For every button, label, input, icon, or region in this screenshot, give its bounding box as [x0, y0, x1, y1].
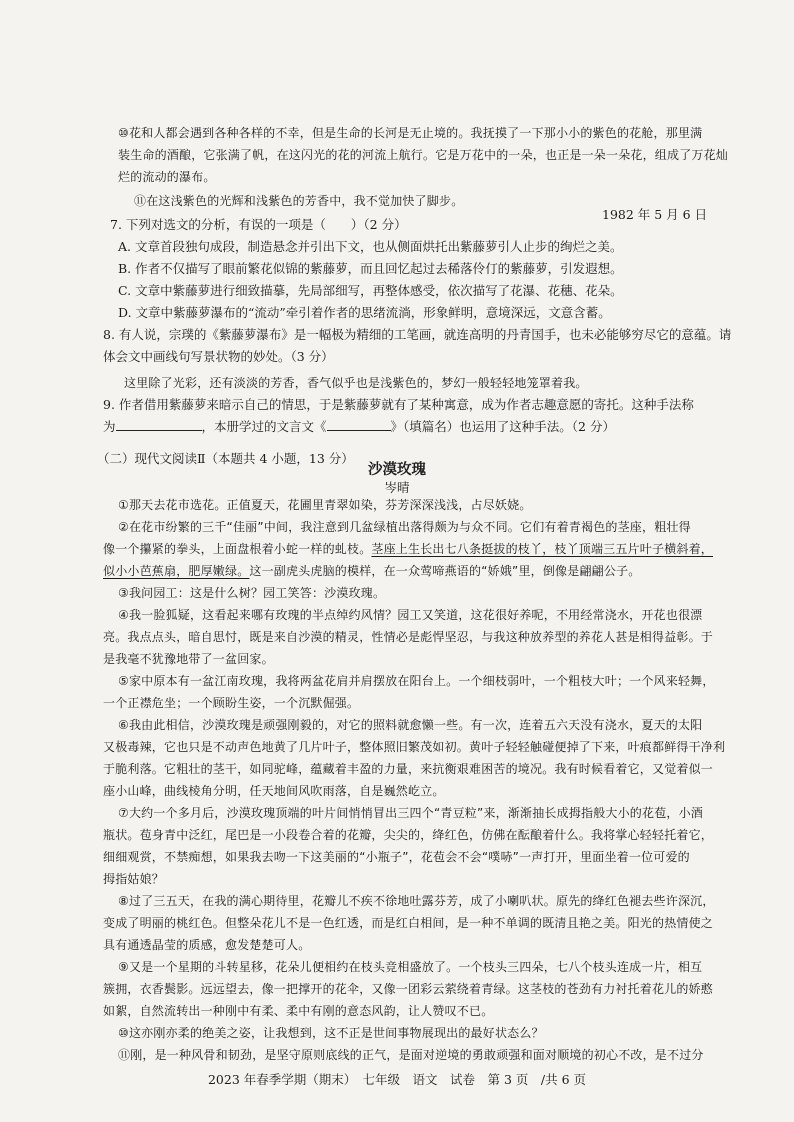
question-8-line-2: 体会文中画线句写景状物的妙处。（3 分）	[103, 349, 334, 364]
article-paragraph-7-line-2: 瓶状。苞身青中泛红，尾巴是一小段卷合着的花瓣，尖尖的，绛红色，仿佛在酝酿着什么。我将掌心轻轻托着它，	[103, 828, 714, 842]
text-span: 像一个攥紧的拳头，上面盘根着小蛇一样的虬枝。	[103, 542, 372, 556]
article-paragraph-1: ①那天去花市选花。正值夏天，花圃里青翠如染，芬芳深深浅浅，占尽妖娆。	[118, 498, 532, 512]
article-paragraph-6-line-4: 座小山峰，曲线棱角分明，任天地间风吹雨落，自是巍然屹立。	[103, 784, 445, 798]
question-9-text-b: ，本册学过的文言文《	[201, 419, 327, 434]
article-paragraph-11: ⑪刚，是一种风骨和韧劲，是坚守原则底线的正气，是面对逆境的勇敢顽强和面对顺境的初心不改，是不过分	[118, 1048, 704, 1062]
section-heading: （二）现代文阅读Ⅱ（本题共 4 小题，13 分）	[97, 451, 354, 466]
article-paragraph-4-line-1: ④我一脸狐疑，这看起来哪有玫瑰的半点绰约风情？园工又笑道，这花很好养呢，不用经常浇水，开花也很漂	[118, 608, 703, 622]
article-paragraph-9-line-2: 簇拥，衣香鬓影。远远望去，像一把撑开的花伞，又像一团彩云萦绕着青绿。这茎枝的苍劲有力衬托着花儿的娇憨	[103, 982, 714, 996]
article-author: 岑晴	[384, 480, 410, 495]
article-paragraph-6-line-2: 又极毒辣，它也只是不动声色地黄了几片叶子，整体照旧繁茂如初。黄叶子轻轻触碰便掉了下来，叶痕都鲜得干净利	[103, 740, 726, 754]
answer-blank-title[interactable]	[327, 416, 391, 431]
article-paragraph-3: ③我问园工：这是什么树？园工笑答：沙漠玫瑰。	[118, 586, 386, 600]
essay-date: 1982 年 5 月 6 日	[602, 207, 708, 222]
text-span: 这一副虎头虎脑的模样，在一众莺啼燕语的“娇娥”里，倒像是翩翩公子。	[249, 564, 641, 578]
question-7-option-a: A. 文章首段独句成段，制造悬念并引出下文，也从侧面烘托出紫藤萝引人止步的绚烂之美。	[118, 239, 623, 254]
paragraph-11: ⑪在这浅紫色的光辉和浅紫色的芳香中，我不觉加快了脚步。	[134, 194, 464, 208]
question-7-option-d: D. 文章中紫藤萝瀑布的“流动”牵引着作者的思绪流淌，形象鲜明，意境深远，文意含蓄。	[118, 305, 611, 320]
article-paragraph-8-line-2: 变成了明丽的桃红色。但整朵花儿不是一色红透，而是红白相间，是一种不单调的既清且艳之美。阳光的热情使之	[103, 916, 714, 930]
question-8-line-1: 8. 有人说，宗璞的《紫藤萝瀑布》是一幅极为精细的工笔画，就连高明的丹青国手，也未必能够穷尽它的意蕴。请	[103, 327, 732, 342]
article-paragraph-4-line-2: 亮。我点点头，暗自思忖，既是来自沙漠的精灵，性情必是彪悍坚忍，与我这种放养型的养花人甚是相得益彰。于	[103, 630, 714, 644]
article-paragraph-7-line-4: 拇指姑娘？	[103, 872, 165, 886]
question-7-option-b: B. 作者不仅描写了眼前繁花似锦的紫藤萝，而且回忆起过去稀落伶仃的紫藤萝，引发遐想。	[118, 261, 623, 276]
question-8-quote: 这里除了光彩，还有淡淡的芳香，香气似乎也是浅紫色的，梦幻一般轻轻地笼罩着我。	[124, 376, 588, 390]
answer-blank-technique[interactable]	[116, 416, 202, 431]
article-paragraph-2-line-2	[103, 538, 713, 560]
underlined-sentence: 茎座上生长出七八条挺拔的枝丫，枝丫顶端三五片叶子横斜着，	[371, 542, 714, 556]
question-9-text-a: 为	[103, 419, 116, 434]
article-paragraph-6-line-1: ⑥我由此相信，沙漠玫瑰是顽强刚毅的，对它的照料就愈懒一些。有一次，连着五六天没有浇水，夏天的太阳	[118, 718, 703, 732]
article-paragraph-4-line-3: 是我毫不犹豫地带了一盆回家。	[103, 652, 274, 666]
article-paragraph-6-line-3: 于脆利落。它粗壮的茎干，如同驼峰，蕴藏着丰盈的力量，来抗衡艰难困苦的境况。我有时候看着它，又觉着似一	[103, 762, 714, 776]
article-paragraph-7-line-3: 细细观赏，不禁痴想，如果我去吻一下这美丽的“小瓶子”，花苞会不会“噗哧”一声打开，里面坐着一位可爱的	[103, 850, 690, 864]
question-7-option-c: C. 文章中紫藤萝进行细致描摹，先局部细写，再整体感受，依次描写了花瀑、花穗、花朵。	[118, 283, 623, 298]
article-paragraph-5-line-1: ⑤家中原本有一盆江南玫瑰，我将两盆花肩并肩摆放在阳台上。一个细枝弱叶，一个粗枝大叶；一个风来轻舞，	[118, 674, 715, 688]
question-9-line-1: 9. 作者借用紫藤萝来暗示自己的情思，于是紫藤萝就有了某种寓意，成为作者志趣意愿的寄托。这种手法称	[103, 397, 694, 412]
article-title: 沙漠玫瑰	[368, 461, 426, 478]
article-paragraph-8-line-3: 具有通透晶莹的质感，愈发楚楚可人。	[103, 938, 311, 952]
page-footer: 2023 年春季学期（期末） 七年级 语文 试卷 第 3 页 /共 6 页	[207, 1072, 587, 1087]
article-paragraph-10: ⑩这亦刚亦柔的绝美之姿，让我想到，这不正是世间事物展现出的最好状态么？	[118, 1026, 544, 1040]
paragraph-10-line-3: 烂的流动的瀑布。	[118, 170, 216, 184]
question-9-text-c: 》（填篇名）也运用了这种手法。（2 分）	[390, 419, 615, 434]
paragraph-10-line-1: ⑩花和人都会遇到各种各样的不幸，但是生命的长河是无止境的。我抚摸了一下那小小的紫色的花舱，那里满	[118, 126, 703, 140]
question-9-line-2	[103, 416, 615, 438]
article-paragraph-9-line-1: ⑨又是一个星期的斗转星移，花朵儿便相约在枝头竞相盛放了。一个枝头三四朵，七八个枝头连成一片，相互	[118, 960, 703, 974]
underlined-sentence-end: 似小小芭蕉扇，肥厚嫩绿。	[103, 564, 250, 578]
article-paragraph-9-line-3: 如絮，自然流转出一种刚中有柔、柔中有刚的意态风韵，让人赞叹不已。	[103, 1004, 494, 1018]
article-paragraph-7-line-1: ⑦大约一个多月后，沙漠玫瑰顶端的叶片间悄悄冒出三四个“青豆粒”来，渐渐抽长成拇指般大小的花苞，小酒	[118, 806, 703, 820]
article-paragraph-8-line-1: ⑧过了三五天，在我的满心期待里，花瓣儿不疾不徐地吐露芬芳，成了小喇叭状。原先的绛红色褪去些许深沉，	[118, 894, 715, 908]
paragraph-10-line-2: 装生命的酒酿，它张满了帆，在这闪光的花的河流上航行。它是万花中的一朵，也正是一朵一朵花，组成了万花灿	[118, 148, 729, 162]
article-paragraph-2-line-1: ②在花市纷繁的三千“佳丽”中间，我注意到几盆绿植出落得颇为与众不同。它们有着青褐色的茎座，粗壮得	[118, 520, 691, 534]
article-paragraph-5-line-2: 一个正襟危坐；一个顾盼生姿，一个沉默倔强。	[103, 696, 360, 710]
question-7: 7. 下列对选文的分析，有误的一项是（ ）（2 分）	[110, 217, 407, 232]
article-paragraph-2-line-3	[103, 560, 640, 582]
